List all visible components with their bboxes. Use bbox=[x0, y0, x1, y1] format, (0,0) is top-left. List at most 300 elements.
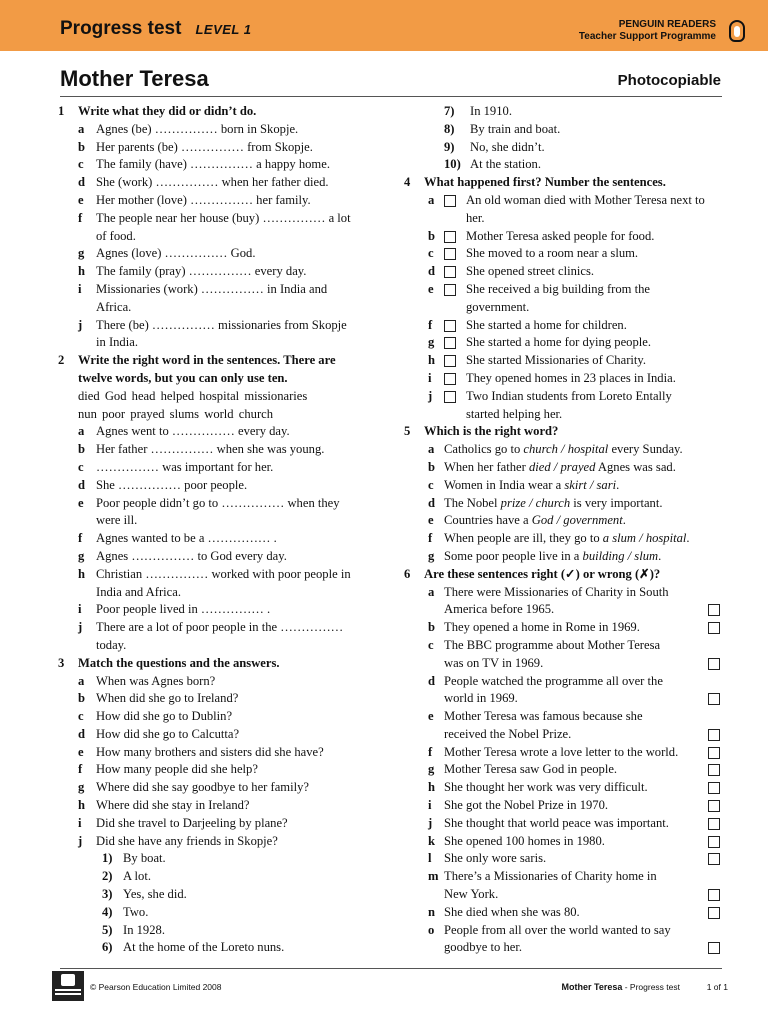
answer-number: 1) bbox=[102, 851, 113, 866]
item-letter: h bbox=[78, 798, 86, 813]
item-text bbox=[444, 495, 663, 513]
item-text: Agnes wanted to be a …………… . bbox=[96, 531, 277, 546]
answer-option bbox=[404, 156, 722, 174]
ordering-item-continued bbox=[404, 299, 722, 317]
true-false-item bbox=[404, 904, 722, 922]
tick-box[interactable] bbox=[708, 658, 720, 670]
item-letter: d bbox=[78, 477, 86, 492]
item-text: How did she go to Calcutta? bbox=[96, 726, 240, 741]
item-text bbox=[444, 530, 690, 548]
question-instruction: Which is the right word? bbox=[424, 424, 559, 439]
item-text: her. bbox=[466, 210, 485, 225]
item-text: Agnes …………… to God every day. bbox=[96, 548, 287, 563]
item-text: Mother Teresa saw God in people. bbox=[444, 762, 618, 777]
answer-text: By train and boat. bbox=[470, 121, 561, 136]
item-letter: b bbox=[428, 620, 436, 635]
exercise-item bbox=[58, 530, 374, 548]
item-letter: d bbox=[78, 175, 86, 190]
exercise-item bbox=[58, 174, 374, 192]
level-label: LEVEL 1 bbox=[195, 22, 252, 37]
answer-number: 7) bbox=[444, 104, 455, 118]
item-letter: f bbox=[428, 317, 433, 332]
item-text: Mother Teresa asked people for food. bbox=[466, 228, 655, 243]
item-letter: a bbox=[78, 121, 85, 136]
item-text: of food. bbox=[96, 228, 136, 243]
item-letter: e bbox=[78, 495, 84, 510]
item-letter: b bbox=[428, 228, 436, 243]
text-before: When people are ill, they go to bbox=[444, 531, 603, 546]
item-letter: g bbox=[428, 335, 435, 350]
tick-box[interactable] bbox=[708, 764, 720, 776]
word-choice: a slum / hospital bbox=[602, 531, 687, 546]
item-text: The family (have) …………… a happy home. bbox=[96, 157, 330, 172]
answer-number: 6) bbox=[102, 940, 113, 955]
true-false-item bbox=[404, 815, 722, 833]
exercise-item bbox=[58, 477, 374, 495]
tick-box[interactable] bbox=[708, 836, 720, 848]
item-letter: b bbox=[78, 139, 86, 154]
number-answer-box[interactable] bbox=[444, 373, 456, 385]
right-column bbox=[404, 103, 722, 957]
item-text: They opened homes in 23 places in India. bbox=[466, 370, 676, 385]
text-before: Countries have a bbox=[444, 513, 532, 528]
item-text: Christian …………… worked with poor people in bbox=[96, 566, 351, 581]
tick-box[interactable] bbox=[708, 800, 720, 812]
choice-item bbox=[404, 548, 722, 566]
question-heading bbox=[58, 103, 374, 121]
item-text: She only wore saris. bbox=[444, 851, 547, 866]
word-choice: prize / church bbox=[500, 495, 571, 510]
question-heading bbox=[58, 655, 374, 673]
item-letter: k bbox=[428, 833, 436, 848]
ordering-item bbox=[404, 245, 722, 263]
exercise-item bbox=[58, 779, 374, 797]
item-text: …………… was important for her. bbox=[96, 459, 274, 474]
item-letter: h bbox=[428, 353, 436, 368]
item-text: How did she go to Dublin? bbox=[96, 709, 233, 724]
item-letter: g bbox=[428, 762, 435, 777]
item-text: received the Nobel Prize. bbox=[444, 726, 572, 741]
question-number: 6 bbox=[404, 566, 411, 581]
answer-number: 5) bbox=[102, 922, 113, 937]
question-heading-continued bbox=[58, 370, 374, 388]
exercise-item-continued bbox=[58, 228, 374, 246]
exercise-item bbox=[58, 192, 374, 210]
ordering-item-continued bbox=[404, 406, 722, 424]
item-text: People watched the programme all over the bbox=[444, 673, 663, 688]
true-false-item-continued bbox=[404, 655, 722, 673]
item-text: She received a big building from the bbox=[466, 281, 650, 296]
item-text: Two Indian students from Loreto Entally bbox=[466, 388, 672, 403]
true-false-item bbox=[404, 850, 722, 868]
item-text: People from all over the world wanted to say bbox=[444, 922, 671, 937]
ordering-item bbox=[404, 263, 722, 281]
item-text: She (work) …………… when her father died. bbox=[96, 175, 329, 190]
choice-item bbox=[404, 459, 722, 477]
item-letter: h bbox=[78, 566, 86, 581]
bottom-divider bbox=[60, 968, 722, 969]
answer-text: Two. bbox=[123, 904, 149, 919]
tick-box[interactable] bbox=[708, 782, 720, 794]
penguin-logo-icon bbox=[729, 20, 745, 42]
true-false-item bbox=[404, 761, 722, 779]
true-false-item bbox=[404, 797, 722, 815]
header-title: Progress test LEVEL 1 bbox=[60, 18, 252, 39]
true-false-item bbox=[404, 708, 722, 726]
item-text: She started Missionaries of Charity. bbox=[466, 353, 647, 368]
word-bank: nun poor prayed slums world church bbox=[78, 406, 274, 421]
true-false-item bbox=[404, 779, 722, 797]
true-false-item bbox=[404, 673, 722, 691]
number-answer-box[interactable] bbox=[444, 391, 456, 403]
ordering-item bbox=[404, 192, 722, 210]
tick-box[interactable] bbox=[708, 942, 720, 954]
footer-book-title: Mother Teresa - Progress test bbox=[561, 982, 680, 992]
item-letter: m bbox=[428, 869, 439, 884]
item-letter: e bbox=[428, 513, 434, 528]
item-text: Africa. bbox=[96, 299, 132, 314]
exercise-item-continued bbox=[58, 584, 374, 602]
tick-box[interactable] bbox=[708, 622, 720, 634]
item-text: Her father …………… when she was young. bbox=[96, 442, 325, 457]
item-letter: g bbox=[428, 548, 435, 563]
tick-box[interactable] bbox=[708, 907, 720, 919]
text-before: When her father bbox=[444, 459, 529, 474]
true-false-item bbox=[404, 744, 722, 762]
item-text: She …………… poor people. bbox=[96, 477, 248, 492]
answer-text: A lot. bbox=[123, 869, 151, 884]
item-text: How many brothers and sisters did she have? bbox=[96, 744, 324, 759]
exercise-item bbox=[58, 210, 374, 228]
question-heading bbox=[404, 566, 722, 584]
word-choice: church / hospital bbox=[523, 442, 609, 457]
brand-line-2: Teacher Support Programme bbox=[578, 31, 716, 42]
item-letter: c bbox=[428, 246, 434, 261]
ordering-item bbox=[404, 281, 722, 299]
item-letter: h bbox=[78, 264, 86, 279]
item-text: She opened 100 homes in 1980. bbox=[444, 833, 605, 848]
answer-option bbox=[58, 850, 374, 868]
item-text: India and Africa. bbox=[96, 584, 181, 599]
answer-number: 9) bbox=[444, 139, 455, 154]
true-false-item-continued bbox=[404, 601, 722, 619]
item-text: She started a home for dying people. bbox=[466, 335, 652, 350]
exercise-item bbox=[58, 245, 374, 263]
answer-option bbox=[404, 103, 722, 121]
item-text: were ill. bbox=[96, 513, 138, 528]
answer-number: 4) bbox=[102, 904, 113, 919]
question-instruction: twelve words, but you can only use ten. bbox=[78, 370, 288, 385]
item-letter: a bbox=[428, 584, 435, 599]
true-false-item bbox=[404, 833, 722, 851]
ordering-item bbox=[404, 352, 722, 370]
word-choice: died / prayed bbox=[528, 459, 596, 474]
text-before: Catholics go to bbox=[444, 442, 524, 457]
item-letter: a bbox=[78, 424, 85, 439]
item-letter: c bbox=[78, 709, 84, 724]
item-letter: a bbox=[428, 192, 435, 207]
item-letter: e bbox=[78, 744, 84, 759]
answer-option bbox=[404, 121, 722, 139]
true-false-item-continued bbox=[404, 726, 722, 744]
exercise-item bbox=[58, 459, 374, 477]
answer-text: At the station. bbox=[470, 157, 542, 172]
choice-item bbox=[404, 530, 722, 548]
item-text: There (be) …………… missionaries from Skopje bbox=[96, 317, 347, 332]
word-bank: died God head helped hospital missionaries bbox=[78, 388, 308, 403]
text-after: . bbox=[622, 513, 626, 528]
item-text: goodbye to her. bbox=[444, 940, 522, 955]
item-text: There were Missionaries of Charity in South bbox=[444, 584, 669, 599]
answer-number: 8) bbox=[444, 121, 455, 136]
true-false-item-continued bbox=[404, 690, 722, 708]
true-false-item bbox=[404, 868, 722, 886]
text-after: is very important. bbox=[570, 495, 663, 510]
question-heading bbox=[404, 174, 722, 192]
item-letter: g bbox=[78, 246, 85, 261]
answer-option bbox=[58, 868, 374, 886]
word-choice: skirt / sari bbox=[564, 477, 617, 492]
answer-text: By boat. bbox=[123, 851, 166, 866]
item-letter: b bbox=[78, 442, 86, 457]
item-text: Agnes (be) …………… born in Skopje. bbox=[96, 121, 299, 136]
item-text: They opened a home in Rome in 1969. bbox=[444, 620, 640, 635]
tick-box[interactable] bbox=[708, 729, 720, 741]
tick-box[interactable] bbox=[708, 818, 720, 830]
exercise-item bbox=[58, 317, 374, 335]
choice-item bbox=[404, 441, 722, 459]
copyright-text: © Pearson Education Limited 2008 bbox=[90, 982, 222, 992]
question-number: 5 bbox=[404, 424, 411, 439]
question-instruction: What happened first? Number the sentences. bbox=[424, 175, 666, 190]
item-text: She thought that world peace was important. bbox=[444, 815, 669, 830]
header-band bbox=[0, 0, 768, 51]
exercise-item bbox=[58, 815, 374, 833]
item-text: Poor people didn’t go to …………… when they bbox=[96, 495, 340, 510]
item-letter: i bbox=[78, 281, 82, 296]
word-choice: God / government bbox=[531, 513, 623, 528]
true-false-item bbox=[404, 584, 722, 602]
question-number: 2 bbox=[58, 353, 65, 368]
exercise-item bbox=[58, 797, 374, 815]
ordering-item bbox=[404, 388, 722, 406]
number-answer-box[interactable] bbox=[444, 320, 456, 332]
text-after: Agnes was sad. bbox=[595, 459, 676, 474]
answer-text: In 1928. bbox=[123, 922, 165, 937]
true-false-item bbox=[404, 619, 722, 637]
item-text bbox=[444, 477, 619, 495]
exercise-item bbox=[58, 833, 374, 851]
question-instruction: Match the questions and the answers. bbox=[78, 655, 280, 670]
question-number: 3 bbox=[58, 655, 65, 670]
page-number: 1 of 1 bbox=[706, 982, 728, 992]
item-text: When was Agnes born? bbox=[96, 673, 216, 688]
pearson-longman-logo-icon bbox=[52, 971, 84, 1001]
true-false-item-continued bbox=[404, 939, 722, 957]
item-text bbox=[444, 548, 661, 566]
question-heading bbox=[404, 423, 722, 441]
item-letter: e bbox=[428, 281, 434, 296]
item-text: America before 1965. bbox=[444, 602, 555, 617]
item-letter: e bbox=[78, 192, 84, 207]
item-letter: i bbox=[428, 798, 432, 813]
item-text: She got the Nobel Prize in 1970. bbox=[444, 798, 609, 813]
item-letter: n bbox=[428, 904, 436, 919]
question-number: 1 bbox=[58, 104, 65, 118]
document-title: Mother Teresa bbox=[60, 66, 209, 91]
exercise-item bbox=[58, 619, 374, 637]
number-answer-box[interactable] bbox=[444, 231, 456, 243]
item-text: started helping her. bbox=[466, 406, 563, 421]
answer-number: 10) bbox=[444, 157, 461, 172]
exercise-item bbox=[58, 761, 374, 779]
photocopiable-label: Photocopiable bbox=[617, 72, 721, 89]
exercise-item bbox=[58, 139, 374, 157]
answer-text: At the home of the Loreto nuns. bbox=[123, 940, 285, 955]
exercise-item bbox=[58, 441, 374, 459]
tick-box[interactable] bbox=[708, 889, 720, 901]
ordering-item bbox=[404, 370, 722, 388]
text-before: Women in India wear a bbox=[444, 477, 565, 492]
number-answer-box[interactable] bbox=[444, 355, 456, 367]
item-text: Mother Teresa was famous because she bbox=[444, 709, 643, 724]
exercise-item-continued bbox=[58, 299, 374, 317]
answer-number: 3) bbox=[102, 887, 113, 902]
exercise-item bbox=[58, 121, 374, 139]
exercise-item-continued bbox=[58, 334, 374, 352]
item-text: today. bbox=[96, 637, 127, 652]
item-letter: d bbox=[428, 673, 436, 688]
item-text: There’s a Missionaries of Charity home in bbox=[444, 869, 657, 884]
item-letter: j bbox=[78, 620, 83, 635]
item-text: Mother Teresa wrote a love letter to the world. bbox=[444, 744, 679, 759]
item-text: An old woman died with Mother Teresa next to bbox=[466, 192, 705, 207]
item-text: Missionaries (work) …………… in India and bbox=[96, 281, 328, 296]
item-text: The BBC programme about Mother Teresa bbox=[444, 637, 661, 652]
question-instruction: Write the right word in the sentences. There are bbox=[78, 353, 336, 368]
question-number: 4 bbox=[404, 175, 411, 190]
item-text: Agnes went to …………… every day. bbox=[96, 424, 290, 439]
item-text: The family (pray) …………… every day. bbox=[96, 264, 307, 279]
item-text: in India. bbox=[96, 335, 138, 350]
item-letter: i bbox=[78, 815, 82, 830]
item-letter: j bbox=[78, 833, 83, 848]
brand-line-1: PENGUIN READERS bbox=[618, 19, 716, 30]
item-letter: d bbox=[428, 264, 436, 279]
item-letter: i bbox=[78, 602, 82, 617]
text-after: . bbox=[616, 477, 620, 492]
ordering-item bbox=[404, 334, 722, 352]
answer-text: Yes, she did. bbox=[123, 887, 187, 902]
item-text: She moved to a room near a slum. bbox=[466, 246, 639, 261]
tick-box[interactable] bbox=[708, 604, 720, 616]
item-text: She opened street clinics. bbox=[466, 264, 594, 279]
item-text: Where did she say goodbye to her family? bbox=[96, 780, 309, 795]
left-column bbox=[58, 103, 374, 957]
number-answer-box[interactable] bbox=[444, 284, 456, 296]
item-text: world in 1969. bbox=[444, 691, 518, 706]
top-divider bbox=[60, 96, 722, 97]
exercise-item bbox=[58, 601, 374, 619]
answer-text: No, she didn’t. bbox=[470, 139, 545, 154]
text-after: . bbox=[658, 548, 662, 563]
tick-box[interactable] bbox=[708, 693, 720, 705]
number-answer-box[interactable] bbox=[444, 337, 456, 349]
exercise-item bbox=[58, 744, 374, 762]
item-letter: a bbox=[428, 442, 435, 457]
item-letter: f bbox=[78, 531, 83, 546]
item-letter: i bbox=[428, 370, 432, 385]
answer-number: 2) bbox=[102, 869, 113, 884]
exercise-item bbox=[58, 423, 374, 441]
item-letter: c bbox=[428, 637, 434, 652]
number-answer-box[interactable] bbox=[444, 266, 456, 278]
exercise-item bbox=[58, 690, 374, 708]
item-letter: b bbox=[428, 459, 436, 474]
item-letter: j bbox=[428, 388, 433, 403]
item-letter: c bbox=[78, 459, 84, 474]
item-text: She died when she was 80. bbox=[444, 904, 580, 919]
item-letter: f bbox=[78, 762, 83, 777]
choice-item bbox=[404, 495, 722, 513]
item-letter: j bbox=[428, 815, 433, 830]
answer-option bbox=[404, 139, 722, 157]
item-text: Did she have any friends in Skopje? bbox=[96, 833, 278, 848]
item-text bbox=[444, 459, 676, 477]
tick-box[interactable] bbox=[708, 747, 720, 759]
exercise-item bbox=[58, 495, 374, 513]
item-text: There are a lot of poor people in the …………… bbox=[96, 620, 344, 635]
item-letter: h bbox=[428, 780, 436, 795]
exercise-item bbox=[58, 673, 374, 691]
text-after: . bbox=[686, 531, 690, 546]
true-false-item bbox=[404, 637, 722, 655]
item-letter: g bbox=[78, 780, 85, 795]
item-letter: e bbox=[428, 709, 434, 724]
item-letter: c bbox=[78, 157, 84, 172]
question-instruction: Write what they did or didn’t do. bbox=[78, 104, 257, 118]
item-letter: f bbox=[428, 744, 433, 759]
item-letter: c bbox=[428, 477, 434, 492]
item-letter: f bbox=[78, 210, 83, 225]
true-false-item-continued bbox=[404, 886, 722, 904]
item-text: The people near her house (buy) …………… a lot bbox=[96, 210, 351, 225]
item-letter: g bbox=[78, 548, 85, 563]
answer-option bbox=[58, 939, 374, 957]
item-letter: b bbox=[78, 691, 86, 706]
number-answer-box[interactable] bbox=[444, 248, 456, 260]
exercise-item-continued bbox=[58, 637, 374, 655]
answer-option bbox=[58, 922, 374, 940]
item-text: When did she go to Ireland? bbox=[96, 691, 239, 706]
choice-item bbox=[404, 512, 722, 530]
number-answer-box[interactable] bbox=[444, 195, 456, 207]
exercise-item bbox=[58, 726, 374, 744]
text-before: The Nobel bbox=[444, 495, 501, 510]
exercise-item bbox=[58, 566, 374, 584]
item-letter: o bbox=[428, 922, 435, 937]
tick-box[interactable] bbox=[708, 853, 720, 865]
item-letter: l bbox=[428, 851, 432, 866]
brand-block bbox=[579, 19, 716, 43]
choice-item bbox=[404, 477, 722, 495]
exercise-item bbox=[58, 548, 374, 566]
item-text: She started a home for children. bbox=[466, 317, 627, 332]
item-text: How many people did she help? bbox=[96, 762, 258, 777]
item-text: New York. bbox=[444, 887, 499, 902]
item-letter: a bbox=[78, 673, 85, 688]
answer-option bbox=[58, 886, 374, 904]
